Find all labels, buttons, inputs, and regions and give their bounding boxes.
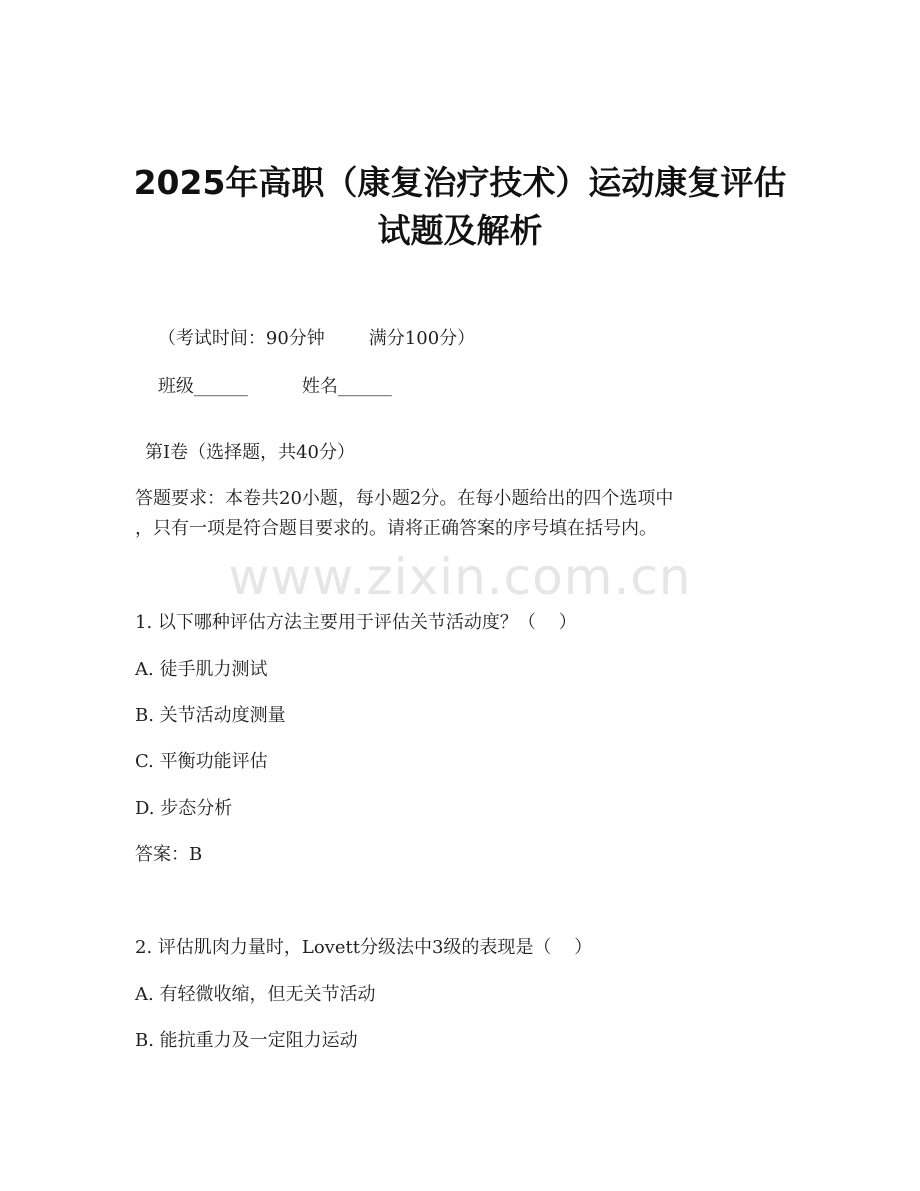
question-1-stem: 1. 以下哪种评估方法主要用于评估关节活动度？（ ） <box>135 612 577 633</box>
question-1-option-d: D. 步态分析 <box>135 798 233 819</box>
exam-full-score: 满分100分） <box>368 328 476 349</box>
document-title-line-2: 试题及解析 <box>377 211 543 250</box>
section-heading: 第I卷（选择题，共40分） <box>145 442 356 463</box>
exam-time: （考试时间：90分钟 <box>157 328 325 349</box>
instructions-line-1: 答题要求：本卷共20小题，每小题2分。在每小题给出的四个选项中 <box>135 488 674 509</box>
watermark: www.zixin.com.cn <box>228 548 692 606</box>
question-1-option-a: A. 徒手肌力测试 <box>135 659 268 680</box>
document-title-line-1: 2025年高职（康复治疗技术）运动康复评估 <box>133 163 787 202</box>
question-1-option-b: B. 关节活动度测量 <box>135 705 286 726</box>
student-info <box>135 348 392 426</box>
class-field: 班级______ <box>157 376 248 397</box>
question-1-answer: 答案：B <box>135 844 203 865</box>
question-2-stem: 2. 评估肌肉力量时，Lovett分级法中3级的表现是（ ） <box>135 937 593 958</box>
instructions-line-2: ，只有一项是符合题目要求的。请将正确答案的序号填在括号内。 <box>135 518 657 539</box>
name-field: 姓名______ <box>301 376 392 397</box>
question-2-option-a: A. 有轻微收缩，但无关节活动 <box>135 984 376 1005</box>
question-1-option-c: C. 平衡功能评估 <box>135 751 268 772</box>
question-2-option-b: B. 能抗重力及一定阻力运动 <box>135 1030 358 1051</box>
